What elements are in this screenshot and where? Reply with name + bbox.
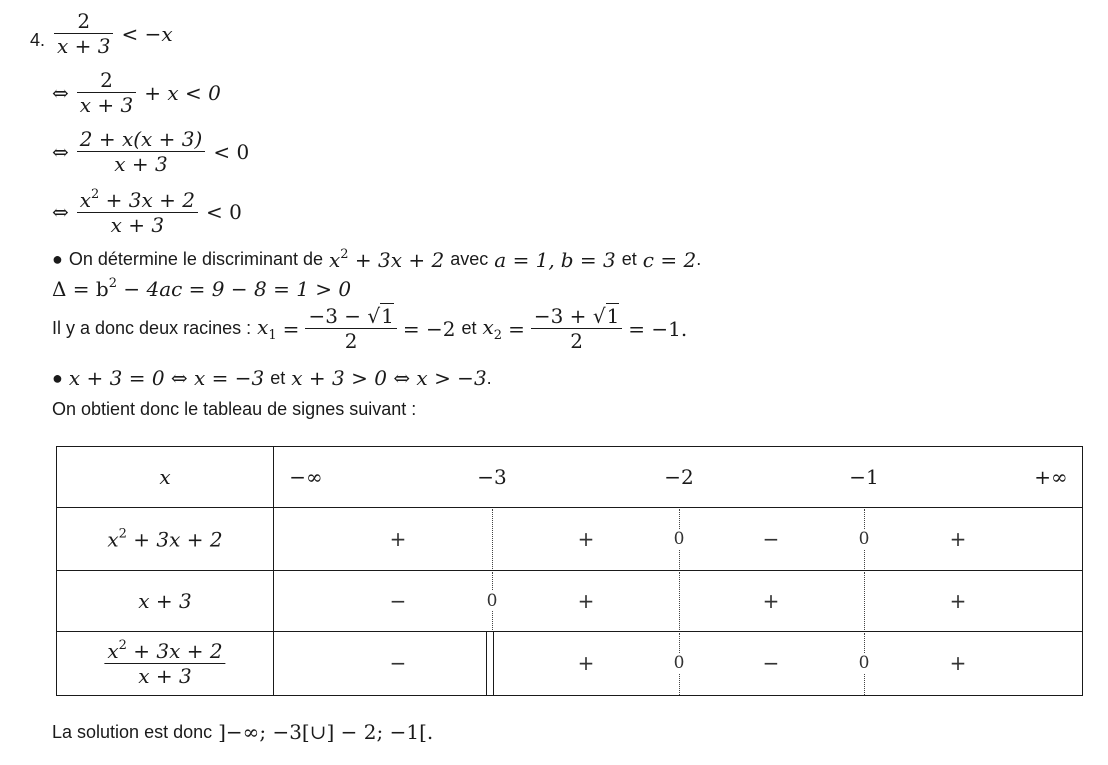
roots-line: Il y a donc deux racines : $x_1$ = $\frac{-3 - √1}{2}$ = −2 et $x_2$ = $\frac{-3 + √1}{2}$ = −1. bbox=[52, 304, 688, 353]
zero-cell: 0 bbox=[486, 591, 498, 611]
forbidden-value-double-bar bbox=[486, 632, 494, 695]
fraction-step-4: $\frac{x^2 + 3x + 2}{x + 3}$ bbox=[77, 187, 198, 237]
sign-cell: + bbox=[577, 589, 595, 613]
dotted-separator bbox=[864, 572, 865, 630]
rhs-step-3: < 0 bbox=[213, 139, 250, 164]
sign-cell: + bbox=[949, 527, 967, 551]
zero-cell: 0 bbox=[673, 529, 685, 549]
sign-cell: + bbox=[949, 589, 967, 613]
sign-cell: − bbox=[389, 589, 407, 613]
rhs-step-4: < 0 bbox=[206, 200, 242, 224]
inequality-step-2 bbox=[52, 68, 221, 117]
row-label-linear: x + 3 bbox=[138, 589, 192, 613]
solution-set: ]−∞; −3[∪] − 2; −1[. bbox=[218, 720, 434, 744]
header-value: −3 bbox=[477, 465, 507, 489]
sign-cell: + bbox=[577, 527, 595, 551]
inequality-step-3 bbox=[52, 127, 249, 176]
x1-label: $x_1$ bbox=[257, 314, 277, 343]
header-value: +∞ bbox=[1034, 465, 1068, 489]
discriminant-line: ● On détermine le discriminant de $x^2 + 3x + 2$ avec a = 1, b = 3 et c = 2 . bbox=[52, 247, 702, 272]
polynomial: $x^2 + 3x + 2$ bbox=[329, 247, 445, 272]
delta-line: $\Delta = b^2 - 4ac = 9 - 8 = 1 > 0$ bbox=[52, 276, 352, 301]
header-variable: x bbox=[159, 465, 171, 489]
sign-cell: − bbox=[389, 651, 407, 675]
inequality-step-4 bbox=[52, 187, 242, 237]
linear-factor-line: ● x + 3 = 0 ⇔ x = −3 et x + 3 > 0 ⇔ x > −3 . bbox=[52, 366, 492, 390]
sign-cell: + bbox=[577, 651, 595, 675]
table-intro: On obtient donc le tableau de signes suivant : bbox=[52, 399, 417, 419]
zero-cell: 0 bbox=[673, 653, 685, 673]
sign-table bbox=[56, 446, 1083, 696]
rhs-step-2: + x < 0 bbox=[144, 80, 221, 105]
x2-label: $x_2$ bbox=[482, 314, 503, 343]
rhs-step-1: < −x bbox=[121, 21, 173, 46]
bullet: ● bbox=[52, 367, 63, 388]
sign-cell: + bbox=[949, 651, 967, 675]
inequality-step-1 bbox=[54, 9, 173, 58]
sign-cell: − bbox=[762, 651, 780, 675]
sign-cell: + bbox=[762, 589, 780, 613]
x2-fraction: $\frac{-3 + √1}{2}$ bbox=[531, 304, 622, 353]
equivalence-arrow: ⇔ bbox=[52, 200, 69, 224]
equivalence-arrow: ⇔ bbox=[52, 139, 69, 164]
header-value: −∞ bbox=[289, 465, 323, 489]
row-divider bbox=[56, 507, 1083, 508]
column-divider bbox=[273, 446, 274, 696]
fraction-step-3: $\frac{2 + x(x + 3)}{x + 3}$ bbox=[77, 127, 206, 176]
fraction-step-2: $\frac{2}{x + 3}$ bbox=[77, 68, 136, 117]
dotted-separator bbox=[679, 572, 680, 630]
sign-cell: − bbox=[762, 527, 780, 551]
header-value: −2 bbox=[664, 465, 694, 489]
conclusion: La solution est donc ]−∞; −3[∪] − 2; −1[. bbox=[52, 720, 434, 744]
dotted-separator bbox=[492, 509, 493, 569]
fraction-step-1: $\frac{2}{x + 3}$ bbox=[54, 9, 113, 58]
header-value: −1 bbox=[849, 465, 879, 489]
zero-cell: 0 bbox=[858, 653, 870, 673]
equivalence-arrow: ⇔ bbox=[52, 80, 69, 105]
row-divider bbox=[56, 570, 1083, 571]
zero-cell: 0 bbox=[858, 529, 870, 549]
x1-fraction: $\frac{-3 - √1}{2}$ bbox=[305, 304, 396, 353]
row-label-polynomial: $x^2 + 3x + 2$ bbox=[107, 526, 223, 552]
item-number: 4. bbox=[30, 30, 46, 50]
sign-cell: + bbox=[389, 527, 407, 551]
bullet: ● bbox=[52, 249, 63, 269]
row-divider bbox=[56, 631, 1083, 632]
row-label-quotient: $\frac{x^2 + 3x + 2}{x + 3}$ bbox=[104, 638, 225, 688]
